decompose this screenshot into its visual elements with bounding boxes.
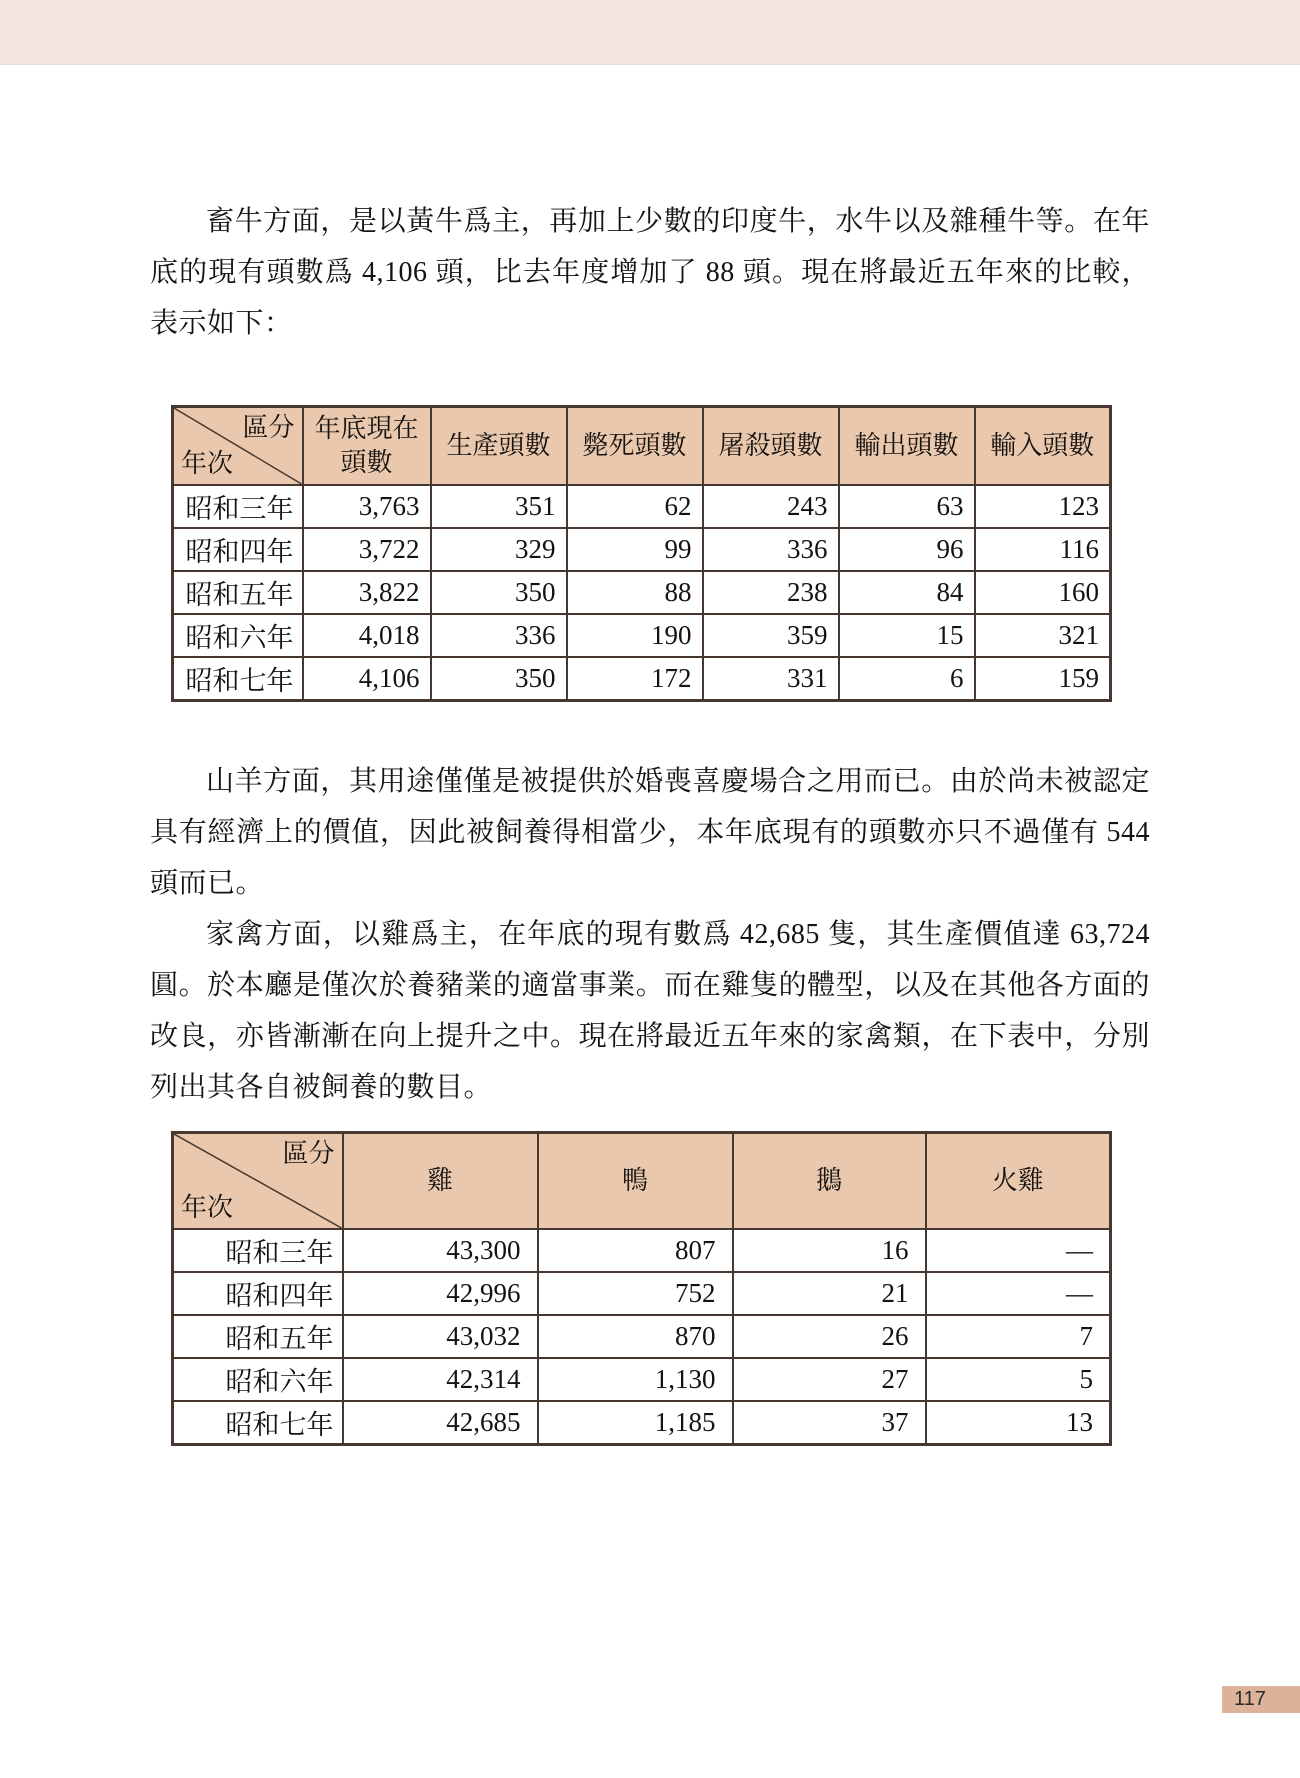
table-cell: 6	[839, 657, 975, 701]
table-cell: 331	[703, 657, 839, 701]
table-cell: 26	[733, 1315, 926, 1358]
table-row	[173, 1315, 1111, 1358]
table-cell: 42,996	[343, 1272, 538, 1315]
table-cell: —	[926, 1272, 1111, 1315]
column-header: 雞	[343, 1133, 538, 1230]
corner-cell	[173, 407, 303, 486]
corner-cell	[173, 1133, 343, 1230]
row-year-label: 昭和五年	[173, 571, 303, 614]
table-cell: 96	[839, 528, 975, 571]
table-cell: 16	[733, 1229, 926, 1272]
column-header: 輸入頭數	[975, 407, 1111, 486]
page-number-badge	[1222, 1686, 1300, 1713]
table-row	[173, 571, 1111, 614]
table-cell: 160	[975, 571, 1111, 614]
table-cell: 336	[703, 528, 839, 571]
table-row	[173, 1272, 1111, 1315]
cattle-table	[171, 405, 1112, 702]
table-cell: 350	[431, 571, 567, 614]
table-cell: 116	[975, 528, 1111, 571]
column-header: 鴨	[538, 1133, 733, 1230]
table-cell: 21	[733, 1272, 926, 1315]
table-row	[173, 485, 1111, 528]
table-cell: 159	[975, 657, 1111, 701]
paragraph-cattle: 畜牛方面，是以黃牛爲主，再加上少數的印度牛，水牛以及雜種牛等。在年底的現有頭數爲 4,106 頭，比去年度增加了 88 頭。現在將最近五年來的比較，表示如下：	[150, 206, 1150, 339]
table-cell: 99	[567, 528, 703, 571]
table-cell: 4,018	[303, 614, 431, 657]
column-header: 生產頭數	[431, 407, 567, 486]
table-cell: 27	[733, 1358, 926, 1401]
table-cell: 42,314	[343, 1358, 538, 1401]
row-year-label: 昭和六年	[173, 1358, 343, 1401]
table-cell: 1,130	[538, 1358, 733, 1401]
poultry-table-header	[173, 1133, 1111, 1230]
table-cell: 15	[839, 614, 975, 657]
column-header: 輸出頭數	[839, 407, 975, 486]
table-cell: 5	[926, 1358, 1111, 1401]
top-band	[0, 0, 1300, 65]
table-row	[173, 657, 1111, 701]
table-cell: 63	[839, 485, 975, 528]
column-header: 斃死頭數	[567, 407, 703, 486]
table-row	[173, 1358, 1111, 1401]
cattle-table-header	[173, 407, 1111, 486]
table-cell: 329	[431, 528, 567, 571]
row-year-label: 昭和三年	[173, 485, 303, 528]
table-cell: 4,106	[303, 657, 431, 701]
table-cell: 238	[703, 571, 839, 614]
table-cell: 84	[839, 571, 975, 614]
table-cell: 321	[975, 614, 1111, 657]
paragraph-goat: 山羊方面，其用途僅僅是被提供於婚喪喜慶場合之用而已。由於尚未被認定具有經濟上的價值，因此被飼養得相當少，本年底現有的頭數亦只不過僅有 544 頭而已。	[150, 766, 1150, 899]
table-cell: 752	[538, 1272, 733, 1315]
column-header: 鵝	[733, 1133, 926, 1230]
table-cell: 351	[431, 485, 567, 528]
table-row	[173, 1229, 1111, 1272]
table-cell: 37	[733, 1401, 926, 1445]
table-cell: 43,300	[343, 1229, 538, 1272]
table-cell: 43,032	[343, 1315, 538, 1358]
paragraph-poultry: 家禽方面，以雞爲主，在年底的現有數爲 42,685 隻，其生產價值達 63,724 圓。於本廳是僅次於養豬業的適當事業。而在雞隻的體型，以及在其他各方面的改良，亦皆漸漸在向上提升之中。現在將最近五年來的家禽類，在下表中，分別列出其各自被飼養的數目。	[150, 919, 1150, 1103]
table-cell: 3,722	[303, 528, 431, 571]
row-year-label: 昭和七年	[173, 657, 303, 701]
table-cell: 3,763	[303, 485, 431, 528]
table-cell: 359	[703, 614, 839, 657]
row-year-label: 昭和三年	[173, 1229, 343, 1272]
row-year-label: 昭和七年	[173, 1401, 343, 1445]
table-row	[173, 614, 1111, 657]
table-cell: 7	[926, 1315, 1111, 1358]
page-number-value: 117	[1234, 1688, 1266, 1710]
row-year-label: 昭和四年	[173, 1272, 343, 1315]
table-cell: 62	[567, 485, 703, 528]
poultry-table	[171, 1131, 1112, 1446]
column-header: 火雞	[926, 1133, 1111, 1230]
table-row	[173, 528, 1111, 571]
row-year-label: 昭和六年	[173, 614, 303, 657]
table-cell: 123	[975, 485, 1111, 528]
table-cell: 870	[538, 1315, 733, 1358]
table-cell: 243	[703, 485, 839, 528]
page-content	[150, 64, 1150, 1446]
table-cell: 1,185	[538, 1401, 733, 1445]
table-cell: 13	[926, 1401, 1111, 1445]
table-cell: 350	[431, 657, 567, 701]
column-header: 年底現在頭數	[303, 407, 431, 486]
table-row	[173, 1401, 1111, 1445]
row-year-label: 昭和五年	[173, 1315, 343, 1358]
table-cell: 807	[538, 1229, 733, 1272]
table-cell: —	[926, 1229, 1111, 1272]
table-cell: 172	[567, 657, 703, 701]
table-cell: 190	[567, 614, 703, 657]
corner-label-category: 區分	[242, 413, 295, 442]
corner-label-year: 年次	[181, 449, 234, 478]
corner-label-category: 區分	[282, 1139, 335, 1168]
table-cell: 3,822	[303, 571, 431, 614]
table-cell: 88	[567, 571, 703, 614]
table-cell: 42,685	[343, 1401, 538, 1445]
corner-label-year: 年次	[181, 1193, 234, 1222]
table-cell: 336	[431, 614, 567, 657]
column-header: 屠殺頭數	[703, 407, 839, 486]
row-year-label: 昭和四年	[173, 528, 303, 571]
